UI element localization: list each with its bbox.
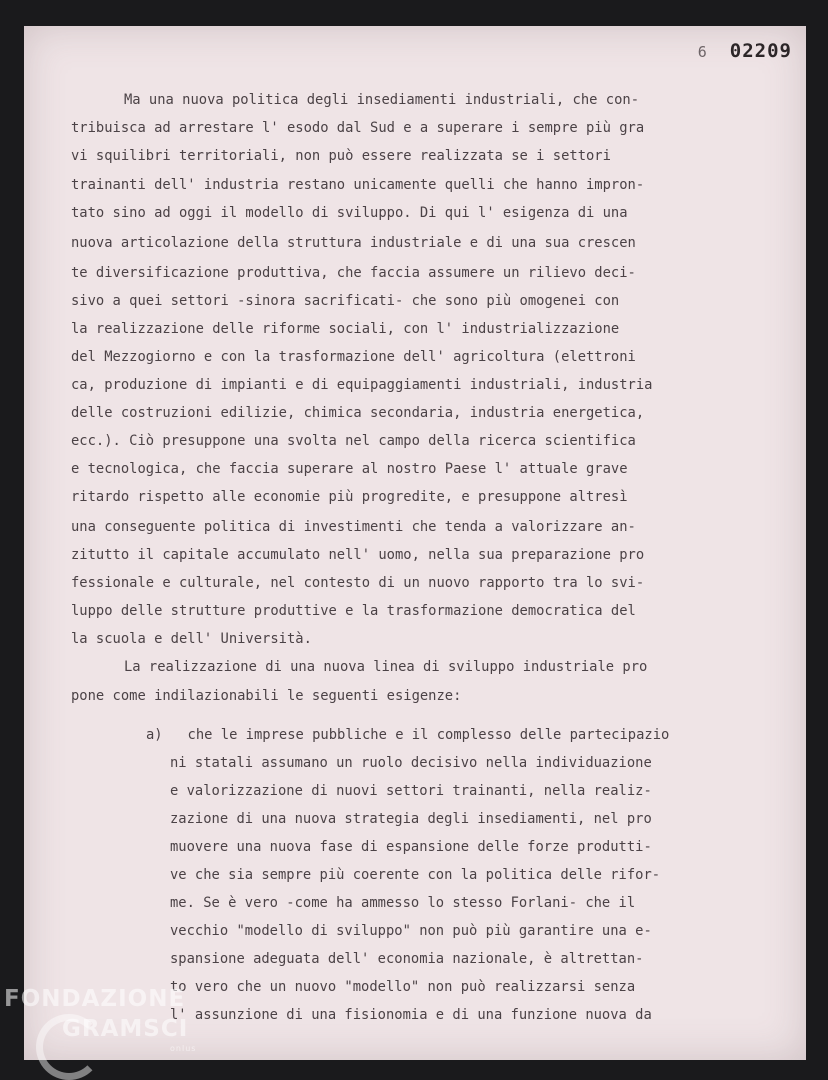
text-line: del Mezzogiorno e con la trasformazione dell' agricoltura (elettroni: [71, 349, 636, 365]
text-line: tato sino ad oggi il modello di sviluppo. Di qui l' esigenza di una: [71, 205, 628, 221]
text-line: trainanti dell' industria restano unicamente quelli che hanno impron-: [71, 177, 645, 193]
text-line: delle costruzioni edilizie, chimica secondaria, industria energetica,: [71, 405, 645, 421]
text-line: ecc.). Ciò presuppone una svolta nel campo della ricerca scientifica: [71, 433, 636, 449]
page-number: [698, 40, 792, 62]
text-line: La realizzazione di una nuova linea di sviluppo industriale pro: [124, 659, 648, 675]
text-line: spansione adeguata dell' economia nazionale, è altrettan-: [170, 951, 644, 967]
watermark-line3: onlus: [170, 1044, 197, 1053]
text-line: vecchio "modello di sviluppo" non può più garantire una e-: [170, 923, 652, 939]
text-line: sivo a quei settori -sinora sacrificati- che sono più omogenei con: [71, 293, 620, 309]
text-line: ca, produzione di impianti e di equipaggiamenti industriali, industria: [71, 377, 653, 393]
watermark-line2: GRAMSCI: [62, 1016, 189, 1042]
text-line: fessionale e culturale, nel contesto di un nuovo rapporto tra lo svi-: [71, 575, 645, 591]
text-line: ni statali assumano un ruolo decisivo nella individuazione: [170, 755, 652, 771]
text-line: a) che le imprese pubbliche e il complesso delle partecipazio: [146, 727, 670, 743]
watermark-line1: FONDAZIONE: [4, 986, 186, 1012]
text-line: ve che sia sempre più coerente con la politica delle rifor-: [170, 867, 661, 883]
text-line: nuova articolazione della struttura industriale e di una sua crescen: [71, 235, 636, 251]
text-line: l' assunzione di una fisionomia e di una funzione nuova da: [170, 1007, 652, 1023]
text-line: te diversificazione produttiva, che faccia assumere un rilievo deci-: [71, 265, 636, 281]
page-index: 6: [697, 43, 708, 61]
text-line: muovere una nuova fase di espansione delle forze produtti-: [170, 839, 652, 855]
text-line: me. Se è vero -come ha ammesso lo stesso Forlani- che il: [170, 895, 636, 911]
text-line: Ma una nuova politica degli insediamenti industriali, che con-: [124, 92, 639, 108]
archive-number: 02209: [729, 40, 792, 62]
text-line: una conseguente politica di investimenti che tenda a valorizzare an-: [71, 519, 636, 535]
text-line: ritardo rispetto alle economie più progredite, e presuppone altresì: [71, 489, 628, 505]
text-line: to vero che un nuovo "modello" non può realizzarsi senza: [170, 979, 636, 995]
text-line: luppo delle strutture produttive e la trasformazione democratica del: [71, 603, 636, 619]
text-line: tribuisca ad arrestare l' esodo dal Sud e a superare i sempre più gra: [71, 120, 645, 136]
text-line: zazione di una nuova strategia degli insediamenti, nel pro: [170, 811, 652, 827]
text-line: e tecnologica, che faccia superare al nostro Paese l' attuale grave: [71, 461, 628, 477]
text-line: pone come indilazionabili le seguenti esigenze:: [71, 688, 462, 704]
text-line: zitutto il capitale accumulato nell' uomo, nella sua preparazione pro: [71, 547, 645, 563]
text-line: e valorizzazione di nuovi settori trainanti, nella realiz-: [170, 783, 652, 799]
text-line: la scuola e dell' Università.: [71, 631, 312, 647]
text-line: la realizzazione delle riforme sociali, con l' industrializzazione: [71, 321, 620, 337]
watermark: [4, 986, 197, 1053]
text-line: vi squilibri territoriali, non può essere realizzata se i settori: [71, 148, 611, 164]
